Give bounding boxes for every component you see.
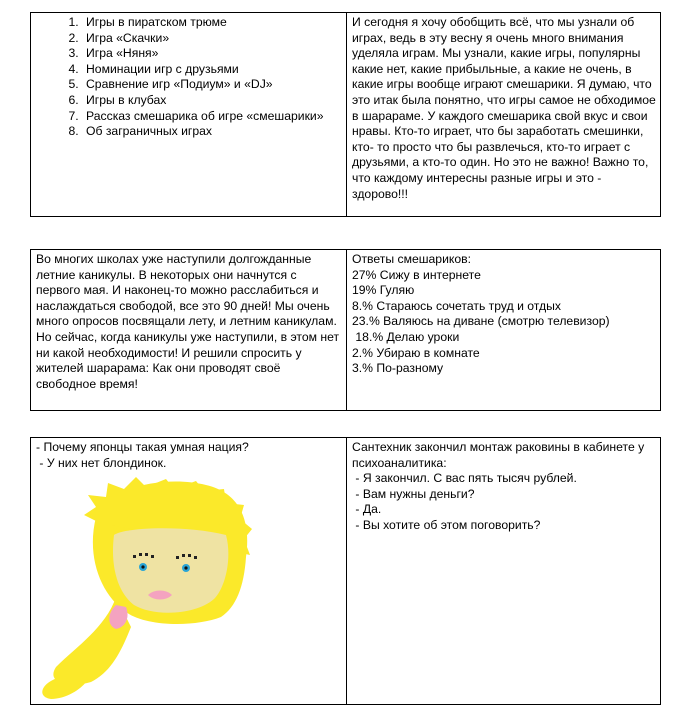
list-item: 7. Рассказ смешарика об игре «смешарики» <box>82 109 342 125</box>
joke-line: - Вам нужны деньги? <box>352 486 475 501</box>
face-shape <box>113 528 228 612</box>
joke-plumber-cell <box>347 438 661 705</box>
list-item: 3. Игра «Няня» <box>82 46 342 62</box>
list-item: 6. Игры в клубах <box>82 93 342 109</box>
list-item: 2. Игра «Скачки» <box>82 31 342 47</box>
joke-intro: Сантехник закончил монтаж раковины в кабинете у психоаналитика: <box>352 440 645 470</box>
table-jokes <box>30 437 661 705</box>
answer-item: 18.% Делаю уроки <box>352 329 460 344</box>
list-item: 8. Об заграничных играх <box>82 124 342 140</box>
games-summary-text: И сегодня я хочу обобщить всё, что мы узнали об играх, ведь в эту весну я очень много внимания уделяла играм. Мы узнали, какие игры, популярны какие нет, какие прибыльные, а какие не очень, в какие игры вообще играют смешарики. Я думаю, что это итак была понятно, что игры самое не обходимое в шарараме. У каждого смешарика свой вкус и свои нравы. Кто-то играет, что бы заработать смешинки, кто- то просто что бы развлечься, кто-то играет с друзьями, а кто-то один. Но это не важно! Важно то, что каждому интересны разные игры и это - здорово!!! <box>352 15 656 201</box>
answer-item: 3.% По-разному <box>352 361 444 376</box>
games-list-cell <box>31 13 347 217</box>
table-vacation-survey <box>30 249 661 411</box>
answers-title: Ответы смешариков: <box>352 252 472 266</box>
joke-line: - Да. <box>352 502 382 517</box>
blonde-girl-drawing <box>36 477 336 702</box>
joke-line: - У них нет блондинок. <box>36 455 167 470</box>
joke-line: - Почему японцы такая умная нация? <box>36 440 249 454</box>
answer-item: 8.% Стараюсь сочетать труд и отдых <box>352 298 561 313</box>
answer-item: 2.% Убираю в комнате <box>352 345 480 360</box>
list-item: 1. Игры в пиратском трюме <box>82 15 342 31</box>
vacation-text: Во многих школах уже наступили долгожданные летние каникулы. В некоторых они начнутся с первого мая. И наконец-то можно расслабиться и наслаждаться свободой, все это 90 дней! Мы очень много опросов посвящали лету, и летним каникулам. Но сейчас, когда каникулы уже наступили, в этом нет ни какой необходимости! И решили спросить у жителей шарарама: Как они проводят своё свободное время! <box>36 252 340 391</box>
joke-line: - Вы хотите об этом поговорить? <box>352 517 541 532</box>
table-games-summary <box>30 12 661 217</box>
joke-blonde-cell <box>31 438 347 705</box>
games-summary-cell <box>347 13 661 217</box>
answer-item: 27% Сижу в интернете <box>352 267 481 282</box>
list-item: 5. Сравнение игр «Подиум» и «DJ» <box>82 77 342 93</box>
answer-item: 19% Гуляю <box>352 283 415 298</box>
list-item: 4. Номинации игр с друзьями <box>82 62 342 78</box>
survey-answers-cell <box>347 250 661 411</box>
answer-item: 23.% Валяюсь на диване (смотрю телевизор) <box>352 314 610 329</box>
joke-line: - Я закончил. С вас пять тысяч рублей. <box>352 471 577 486</box>
games-list <box>36 15 342 140</box>
vacation-text-cell <box>31 250 347 411</box>
